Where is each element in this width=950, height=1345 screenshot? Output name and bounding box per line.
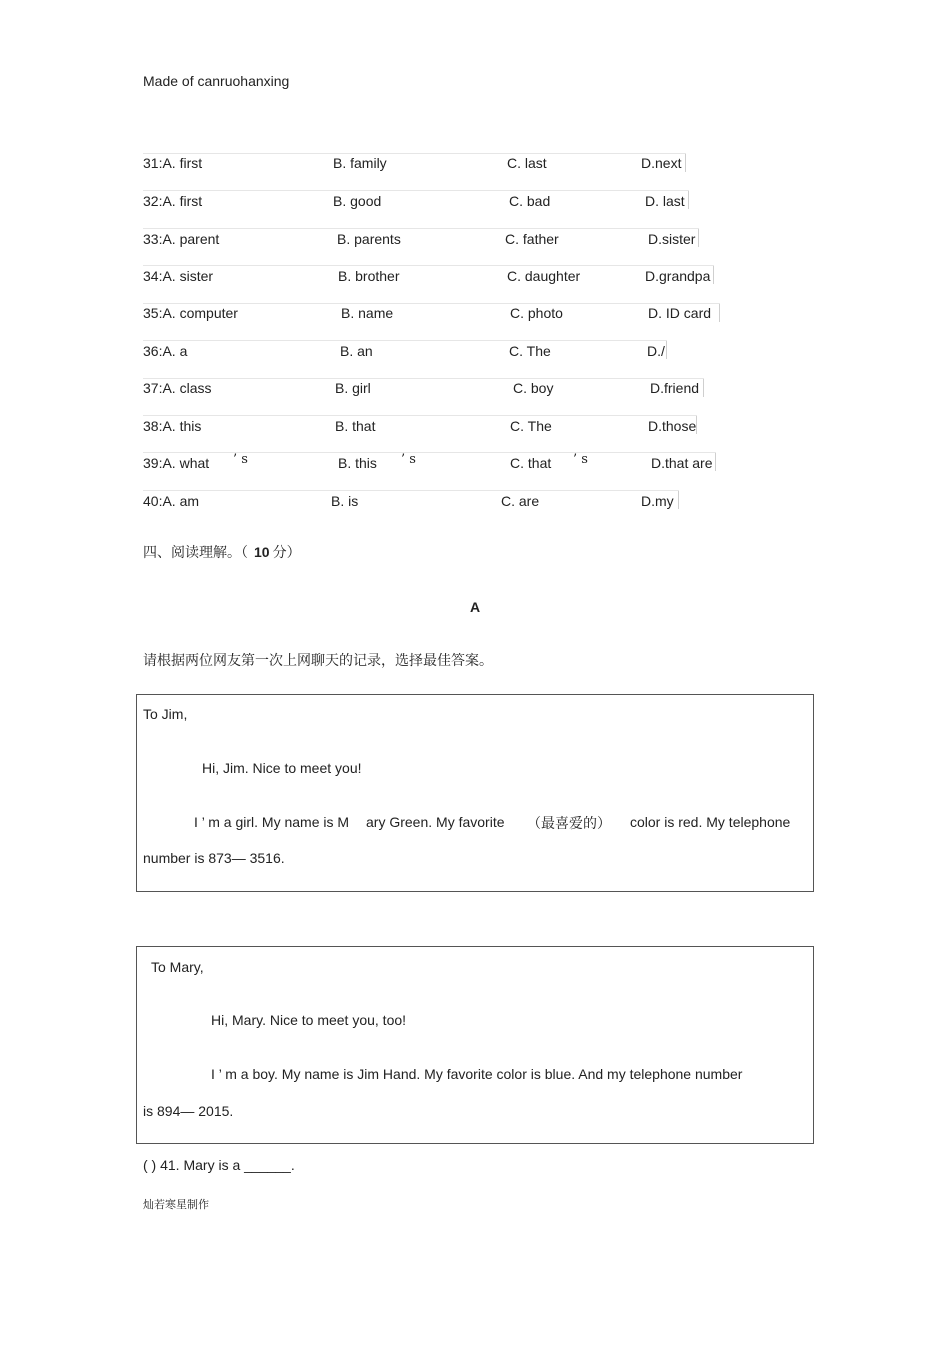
option-a: 40:A. am [143,493,200,509]
letter1-greeting: Hi, Jim. Nice to meet you! [202,760,362,776]
page-header: Made of canruohanxing [143,73,290,89]
row-tick [715,453,716,471]
row-rule [143,228,699,229]
option-c: C. The [510,418,552,434]
page-footer: 灿若寒星制作 [143,1198,209,1211]
option-a: 31:A. first [143,155,203,171]
option-b: B. family [333,155,387,171]
letter2-to: To Mary, [151,959,204,975]
apostrophe-s: ’ s [573,452,588,467]
option-c: C. that [510,455,552,471]
option-b: B. girl [335,380,371,396]
option-a: 36:A. a [143,343,188,359]
option-c: C. The [509,343,551,359]
passage-title: A [469,599,481,615]
row-tick [713,266,714,284]
row-rule [143,303,720,304]
apostrophe-s: ’ s [401,452,416,467]
option-d: D.those [648,418,697,434]
option-c: C. daughter [507,268,581,284]
letter1-line1-a: I ’ m a girl. My name is M [194,814,350,830]
row-rule [143,265,714,266]
row-tick [666,341,667,359]
option-d: D./ [647,343,665,359]
letter1-line1-b: ary Green. My favorite [366,814,505,830]
row-tick [703,379,704,397]
option-b: B. brother [338,268,400,284]
row-tick [698,229,699,247]
row-tick [719,304,720,322]
letter1-line1-cn: （最喜爱的） [527,815,611,831]
option-b: B. an [340,343,373,359]
option-b: B. this [338,455,377,471]
apostrophe-s: ’ s [233,452,248,467]
letter2-line2: is 894— 2015. [143,1103,234,1119]
option-c: C. boy [513,380,554,396]
option-d: D. ID card [648,305,712,321]
option-b: B. name [341,305,394,321]
section-prefix: 四、阅读理解。（ [143,544,248,560]
option-c: C. are [501,493,540,509]
row-tick [685,154,686,172]
letter1-line2: number is 873— 3516. [143,850,285,866]
section-heading [143,542,301,562]
option-d: D. last [645,193,685,209]
option-a: 37:A. class [143,380,212,396]
option-a: 34:A. sister [143,268,214,284]
row-rule [143,190,689,191]
option-d: D.that are [651,455,713,471]
option-a: 39:A. what [143,455,210,471]
option-b: B. that [335,418,376,434]
option-d: D.my [641,493,674,509]
option-d: D.friend [650,380,700,396]
letter2-greeting: Hi, Mary. Nice to meet you, too! [211,1012,407,1028]
instruction-text: 请根据两位网友第一次上网聊天的记录，选择最佳答案。 [143,652,493,668]
section-points: 10 [254,544,270,560]
row-rule [143,415,697,416]
letter1-to: To Jim, [143,706,188,722]
option-d: D.sister [648,231,696,247]
option-c: C. last [507,155,547,171]
option-c: C. father [505,231,559,247]
option-c: C. photo [510,305,563,321]
option-b: B. is [331,493,359,509]
question-41: ( ) 41. Mary is a ______. [143,1157,295,1173]
row-tick [688,191,689,209]
option-b: B. good [333,193,382,209]
option-a: 35:A. computer [143,305,238,321]
row-tick [678,491,679,509]
option-d: D.next [641,155,682,171]
option-a: 38:A. this [143,418,202,434]
section-suffix: 分） [272,544,301,560]
option-c: C. bad [509,193,551,209]
letter1-line1-c: color is red. My telephone [630,814,791,830]
row-rule [143,452,716,453]
option-a: 33:A. parent [143,231,220,247]
option-a: 32:A. first [143,193,203,209]
row-rule [143,153,686,154]
row-rule [143,490,679,491]
letter-box-2 [136,946,814,1144]
option-b: B. parents [337,231,401,247]
row-rule [143,340,667,341]
letter2-line1: I ’ m a boy. My name is Jim Hand. My favorite color is blue. And my telephone number [211,1066,743,1082]
option-d: D.grandpa [645,268,711,284]
row-rule [143,378,704,379]
